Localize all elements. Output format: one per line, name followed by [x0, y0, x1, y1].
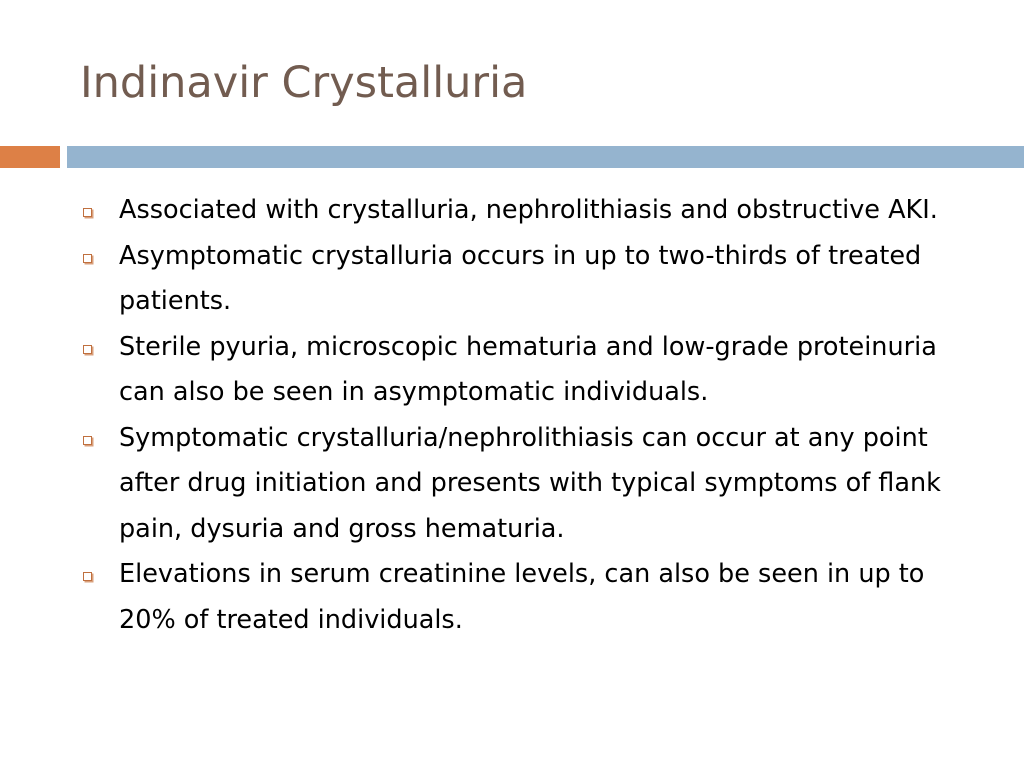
bullet-text: Elevations in serum creatinine levels, can also be seen in up to 20% of treated individuals. [119, 559, 925, 635]
square-bullet-icon [83, 345, 92, 354]
title-accent-bar [0, 146, 60, 168]
square-bullet-icon [83, 254, 92, 263]
bullet-item [78, 188, 978, 234]
bullet-text: Symptomatic crystalluria/nephrolithiasis can occur at any point after drug initiation and presents with typical symptoms of flank pain, dysuria and gross hematuria. [119, 422, 941, 544]
bullet-list [78, 188, 978, 643]
title-divider-bar [67, 146, 1024, 168]
bullet-text: Associated with crystalluria, nephrolithiasis and obstructive AKI. [119, 195, 938, 225]
slide-title: Indinavir Crystalluria [80, 58, 528, 108]
bullet-item [78, 416, 978, 553]
bullet-text: Sterile pyuria, microscopic hematuria and low-grade proteinuria can also be seen in asymptomatic individuals. [119, 331, 937, 407]
bullet-item [78, 325, 978, 416]
bullet-text: Asymptomatic crystalluria occurs in up to two-thirds of treated patients. [119, 240, 922, 316]
bullet-item [78, 552, 978, 643]
square-bullet-icon [83, 572, 92, 581]
bullet-item [78, 234, 978, 325]
square-bullet-icon [83, 436, 92, 445]
square-bullet-icon [83, 208, 92, 217]
